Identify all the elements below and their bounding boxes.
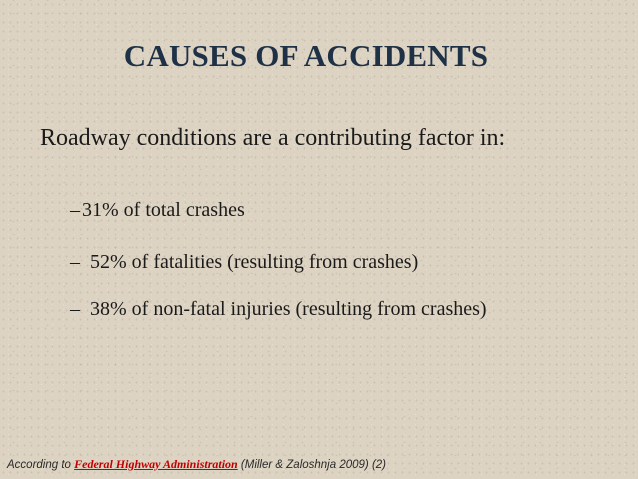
citation-footer [7, 457, 386, 472]
slide-title: CAUSES OF ACCIDENTS [123, 38, 489, 73]
bullet-item [70, 251, 418, 274]
bullet-dash: – [70, 298, 80, 320]
bullet-item [70, 298, 487, 321]
footer-prefix: According to [7, 459, 75, 471]
bullet-text: 38% of non-fatal injuries (resulting from crashes) [90, 298, 487, 320]
bullet-dash: – [70, 251, 80, 273]
lead-text: Roadway conditions are a contributing factor in: [40, 125, 506, 151]
source-link[interactable]: Federal Highway Administration [74, 457, 238, 471]
bullet-text: 52% of fatalities (resulting from crashes) [90, 251, 419, 273]
footer-citation: (Miller & Zaloshnja 2009) (2) [237, 459, 386, 471]
bullet-dash: – [70, 199, 80, 221]
bullet-item [70, 199, 245, 222]
bullet-text: 31% of total crashes [82, 199, 245, 221]
